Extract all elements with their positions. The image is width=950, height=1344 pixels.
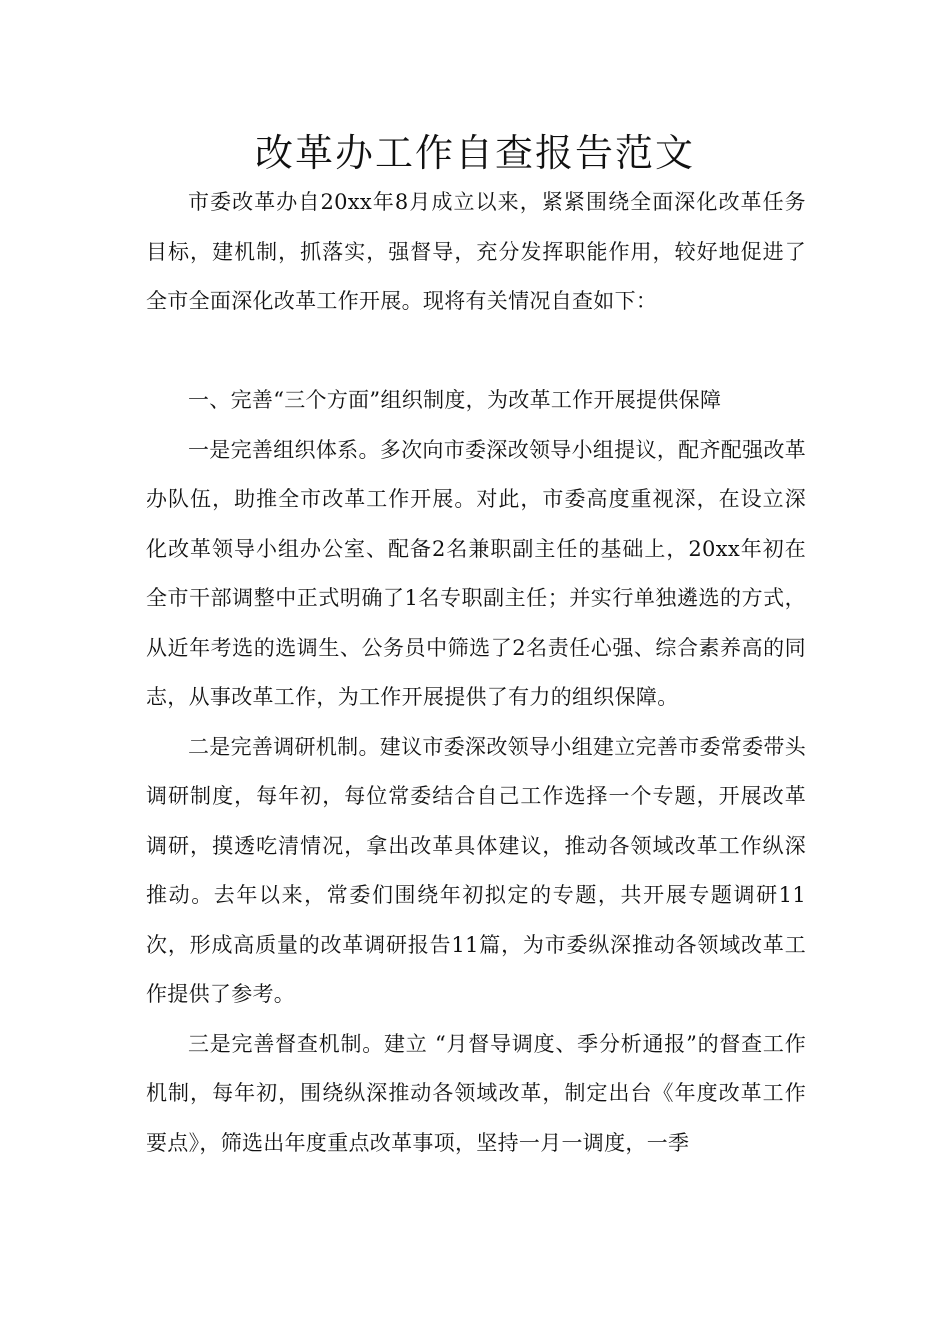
document-body [146,178,806,1168]
intro-paragraph: 市委改革办自20xx年8月成立以来，紧紧围绕全面深化改革任务目标，建机制，抓落实，强督导，充分发挥职能作用，较好地促进了全市全面深化改革工作开展。现将有关情况自查如下： [146,190,806,313]
paragraph-supervision: 三是完善督查机制。建立 “月督导调度、季分析通报”的督查工作机制，每年初，围绕纵深推动各领域改革，制定出台《年度改革工作要点》，筛选出年度重点改革事项，坚持一月一调度，一季 [146,1031,806,1155]
section-heading: 一、完善“三个方面”组织制度，为改革工作开展提供保障 [188,388,722,412]
paragraph-organization: 一是完善组织体系。多次向市委深改领导小组提议，配齐配强改革办队伍，助推全市改革工作开展。对此，市委高度重视深，在设立深化改革领导小组办公室、配备2名兼职副主任的基础上，20xx年初在全市干部调整中正式明确了1名专职副主任；并实行单独遴选的方式，从近年考选的选调生、公务员中筛选了2名责任心强、综合素养高的同志，从事改革工作，为工作开展提供了有力的组织保障。 [146,437,806,709]
document-title: 改革办工作自查报告范文 [254,131,695,175]
paragraph-research: 二是完善调研机制。建议市委深改领导小组建立完善市委常委带头调研制度，每年初，每位常委结合自己工作选择一个专题，开展改革调研，摸透吃清情况，拿出改革具体建议，推动各领域改革工作纵深推动。去年以来，常委们围绕年初拟定的专题，共开展专题调研11次，形成高质量的改革调研报告11篇，为市委纵深推动各领域改革工作提供了参考。 [146,734,806,1006]
